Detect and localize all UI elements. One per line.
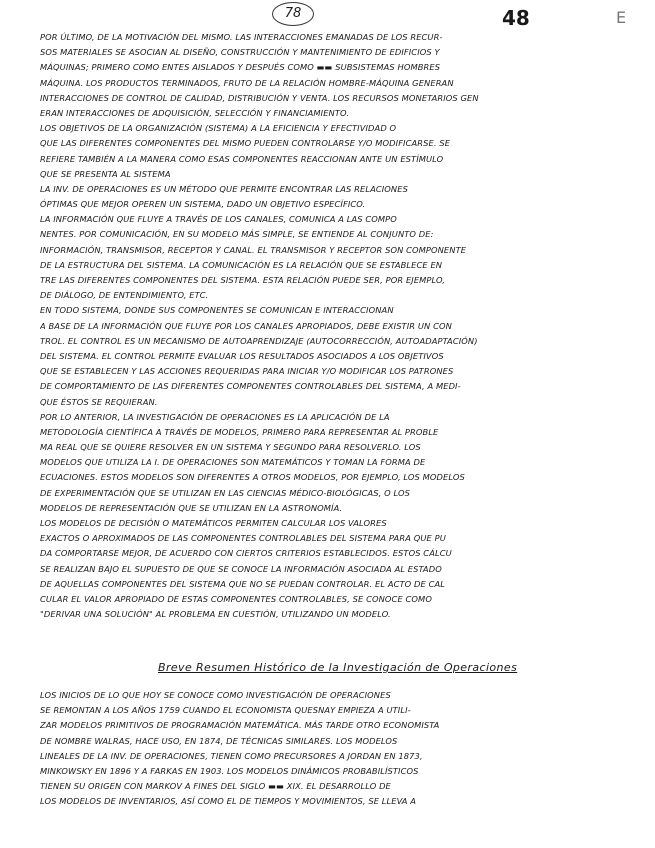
text-line: MÁQUINAS; PRIMERO COMO ENTES AISLADOS Y DESPUÉS COMO ▬▬ SUBSISTEMAS HOMBRES (40, 62, 441, 73)
text-line: QUE ÉSTOS SE REQUIERAN. (40, 396, 158, 407)
body-text (40, 30, 648, 622)
text-line: EXACTOS O APROXIMADOS DE LAS COMPONENTES CONTROLABLES DEL SISTEMA PARA QUE PU (40, 533, 446, 544)
text-line: "DERIVAR UNA SOLUCIÓN" AL PROBLEMA EN CUESTIÓN, UTILIZANDO UN MODELO. (40, 609, 391, 620)
text-line: POR LO ANTERIOR, LA INVESTIGACIÓN DE OPERACIONES ES LA APLICACIÓN DE LA (40, 411, 390, 422)
text-line: INFORMACIÓN, TRANSMISOR, RECEPTOR Y CANAL. EL TRANSMISOR Y RECEPTOR SON COMPONENTE (40, 244, 467, 255)
text-line: MODELOS QUE UTILIZA LA I. DE OPERACIONES SON MATEMÁTICOS Y TOMAN LA FORMA DE (40, 457, 426, 468)
text-line: LA INV. DE OPERACIONES ES UN MÉTODO QUE PERMITE ENCONTRAR LAS RELACIONES (40, 183, 408, 194)
text-line: MINKOWSKY EN 1896 Y A FARKAS EN 1903. LOS MODELOS DINÁMICOS PROBABILÍSTICOS (40, 765, 419, 776)
text-line: ECUACIONES. ESTOS MODELOS SON DIFERENTES A OTROS MODELOS, POR EJEMPLO, LOS MODELOS (40, 472, 465, 483)
text-line: TRE LAS DIFERENTES COMPONENTES DEL SISTEMA. ESTA RELACIÓN PUEDE SER, POR EJEMPLO, (40, 275, 446, 285)
text-line: DE DIÁLOGO, DE ENTENDIMIENTO, ETC. (40, 290, 209, 301)
text-line: DE NOMBRE WALRAS, HACE USO, EN 1874, DE TÉCNICAS SIMILARES. LOS MODELOS (40, 735, 398, 746)
text-line: QUE SE PRESENTA AL SISTEMA (40, 168, 171, 179)
text-line: A BASE DE LA INFORMACIÓN QUE FLUYE POR LOS CANALES APROPIADOS, DEBE EXISTIR UN CON (40, 320, 452, 331)
text-line: EN TODO SISTEMA, DONDE SUS COMPONENTES SE COMUNICAN E INTERACCIONAN (40, 305, 394, 316)
text-line: LOS OBJETIVOS DE LA ORGANIZACIÓN (SISTEMA) A LA EFICIENCIA Y EFECTIVIDAD O (40, 123, 397, 134)
text-line: SE REMONTAN A LOS AÑOS 1759 CUANDO EL ECONOMISTA QUESNAY EMPIEZA A UTILI- (40, 705, 411, 716)
text-line: POR ÚLTIMO, DE LA MOTIVACIÓN DEL MISMO. LAS INTERACCIONES EMANADAS DE LOS RECUR- (40, 32, 443, 42)
text-line: DE COMPORTAMIENTO DE LAS DIFERENTES COMPONENTES CONTROLABLES DEL SISTEMA, A MEDI- (40, 381, 461, 392)
text-line: DE AQUELLAS COMPONENTES DEL SISTEMA QUE NO SE PUEDAN CONTROLAR. EL ACTO DE CAL (40, 578, 445, 589)
text-line: CULAR EL VALOR APROPIADO DE ESTAS COMPONENTES CONTROLABLES, SE CONOCE COMO (40, 593, 432, 604)
circled-page-number: 78 (272, 2, 314, 26)
text-line: MÁQUINA. LOS PRODUCTOS TERMINADOS, FRUTO DE LA RELACIÓN HOMBRE-MÁQUINA GENERAN (40, 77, 454, 88)
text-line: LA INFORMACIÓN QUE FLUYE A TRAVÉS DE LOS CANALES, COMUNICA A LAS COMPO (40, 214, 397, 225)
text-line: MA REAL QUE SE QUIERE RESOLVER EN UN SISTEMA Y SEGUNDO PARA RESOLVERLO. LOS (40, 442, 421, 453)
text-line: LOS MODELOS DE DECISIÓN O MATEMÁTICOS PERMITEN CALCULAR LOS VALORES (40, 518, 387, 528)
text-line: ERAN INTERACCIONES DE ADQUISICIÓN, SELECCIÓN Y FINANCIAMIENTO. (40, 107, 350, 118)
page-number: 48 (502, 6, 530, 30)
text-line: NENTES. POR COMUNICACIÓN, EN SU MODELO MÁS SIMPLE, SE ENTIENDE AL CONJUNTO DE: (40, 229, 434, 240)
text-line: MODELOS DE REPRESENTACIÓN QUE SE UTILIZAN EN LA ASTRONOMÍA. (40, 502, 343, 513)
text-line: LINEALES DE LA INV. DE OPERACIONES, TIENEN COMO PRECURSORES A JORDAN EN 1873, (40, 750, 423, 761)
corner-mark: E (616, 8, 627, 27)
text-line: DE EXPERIMENTACIÓN QUE SE UTILIZAN EN LAS CIENCIAS MÉDICO-BIOLÓGICAS, O LOS (40, 487, 410, 498)
text-line: TIENEN SU ORIGEN CON MARKOV A FINES DEL SIGLO ▬▬ XIX. EL DESARROLLO DE (40, 781, 391, 792)
text-line: ÓPTIMAS QUE MEJOR OPEREN UN SISTEMA, DADO UN OBJETIVO ESPECÍFICO. (40, 199, 366, 210)
text-line: DEL SISTEMA. EL CONTROL PERMITE EVALUAR LOS RESULTADOS ASOCIADOS A LOS OBJETIVOS (40, 350, 444, 361)
text-line: SE REALIZAN BAJO EL SUPUESTO DE QUE SE CONOCE LA INFORMACIÓN ASOCIADA AL ESTADO (40, 563, 442, 574)
text-line: LOS INICIOS DE LO QUE HOY SE CONOCE COMO INVESTIGACIÓN DE OPERACIONES (40, 690, 391, 700)
text-line: REFIERE TAMBIÉN A LA MANERA COMO ESAS COMPONENTES REACCIONAN ANTE UN ESTÍMULO (40, 153, 444, 164)
history-text (40, 688, 648, 810)
text-line: LOS MODELOS DE INVENTARIOS, ASÍ COMO EL DE TIEMPOS Y MOVIMIENTOS, SE LLEVA A (40, 796, 417, 807)
text-line: QUE SE ESTABLECEN Y LAS ACCIONES REQUERIDAS PARA INICIAR Y/O MODIFICAR LOS PATRONES (40, 366, 454, 377)
text-line: TROL. EL CONTROL ES UN MECANISMO DE AUTOAPRENDIZAJE (AUTOCORRECCIÓN, AUTOADAPTACIÓN) (40, 335, 478, 346)
text-line: INTERACCIONES DE CONTROL DE CALIDAD, DISTRIBUCIÓN Y VENTA. LOS RECURSOS MONETARIOS GEN (40, 92, 479, 103)
text-line: METODOLOGÍA CIENTÍFICA A TRAVÉS DE MODELOS, PRIMERO PARA REPRESENTAR AL PROBLE (40, 426, 439, 437)
text-line: DA COMPORTARSE MEJOR, DE ACUERDO CON CIERTOS CRITERIOS ESTABLECIDOS. ESTOS CÁLCU (40, 548, 452, 559)
text-line: DE LA ESTRUCTURA DEL SISTEMA. LA COMUNICACIÓN ES LA RELACIÓN QUE SE ESTABLECE EN (40, 259, 443, 270)
text-line: SOS MATERIALES SE ASOCIAN AL DISEÑO, CONSTRUCCIÓN Y MANTENIMIENTO DE EDIFICIOS Y (40, 47, 440, 58)
text-line: ZAR MODELOS PRIMITIVOS DE PROGRAMACIÓN MATEMÁTICA. MÁS TARDE OTRO ECONOMISTA (40, 720, 440, 731)
section-heading: Breve Resumen Histórico de la Investigación de Operaciones (158, 661, 518, 674)
text-line: QUE LAS DIFERENTES COMPONENTES DEL MISMO PUEDEN CONTROLARSE Y/O MODIFICARSE. SE (40, 138, 451, 149)
